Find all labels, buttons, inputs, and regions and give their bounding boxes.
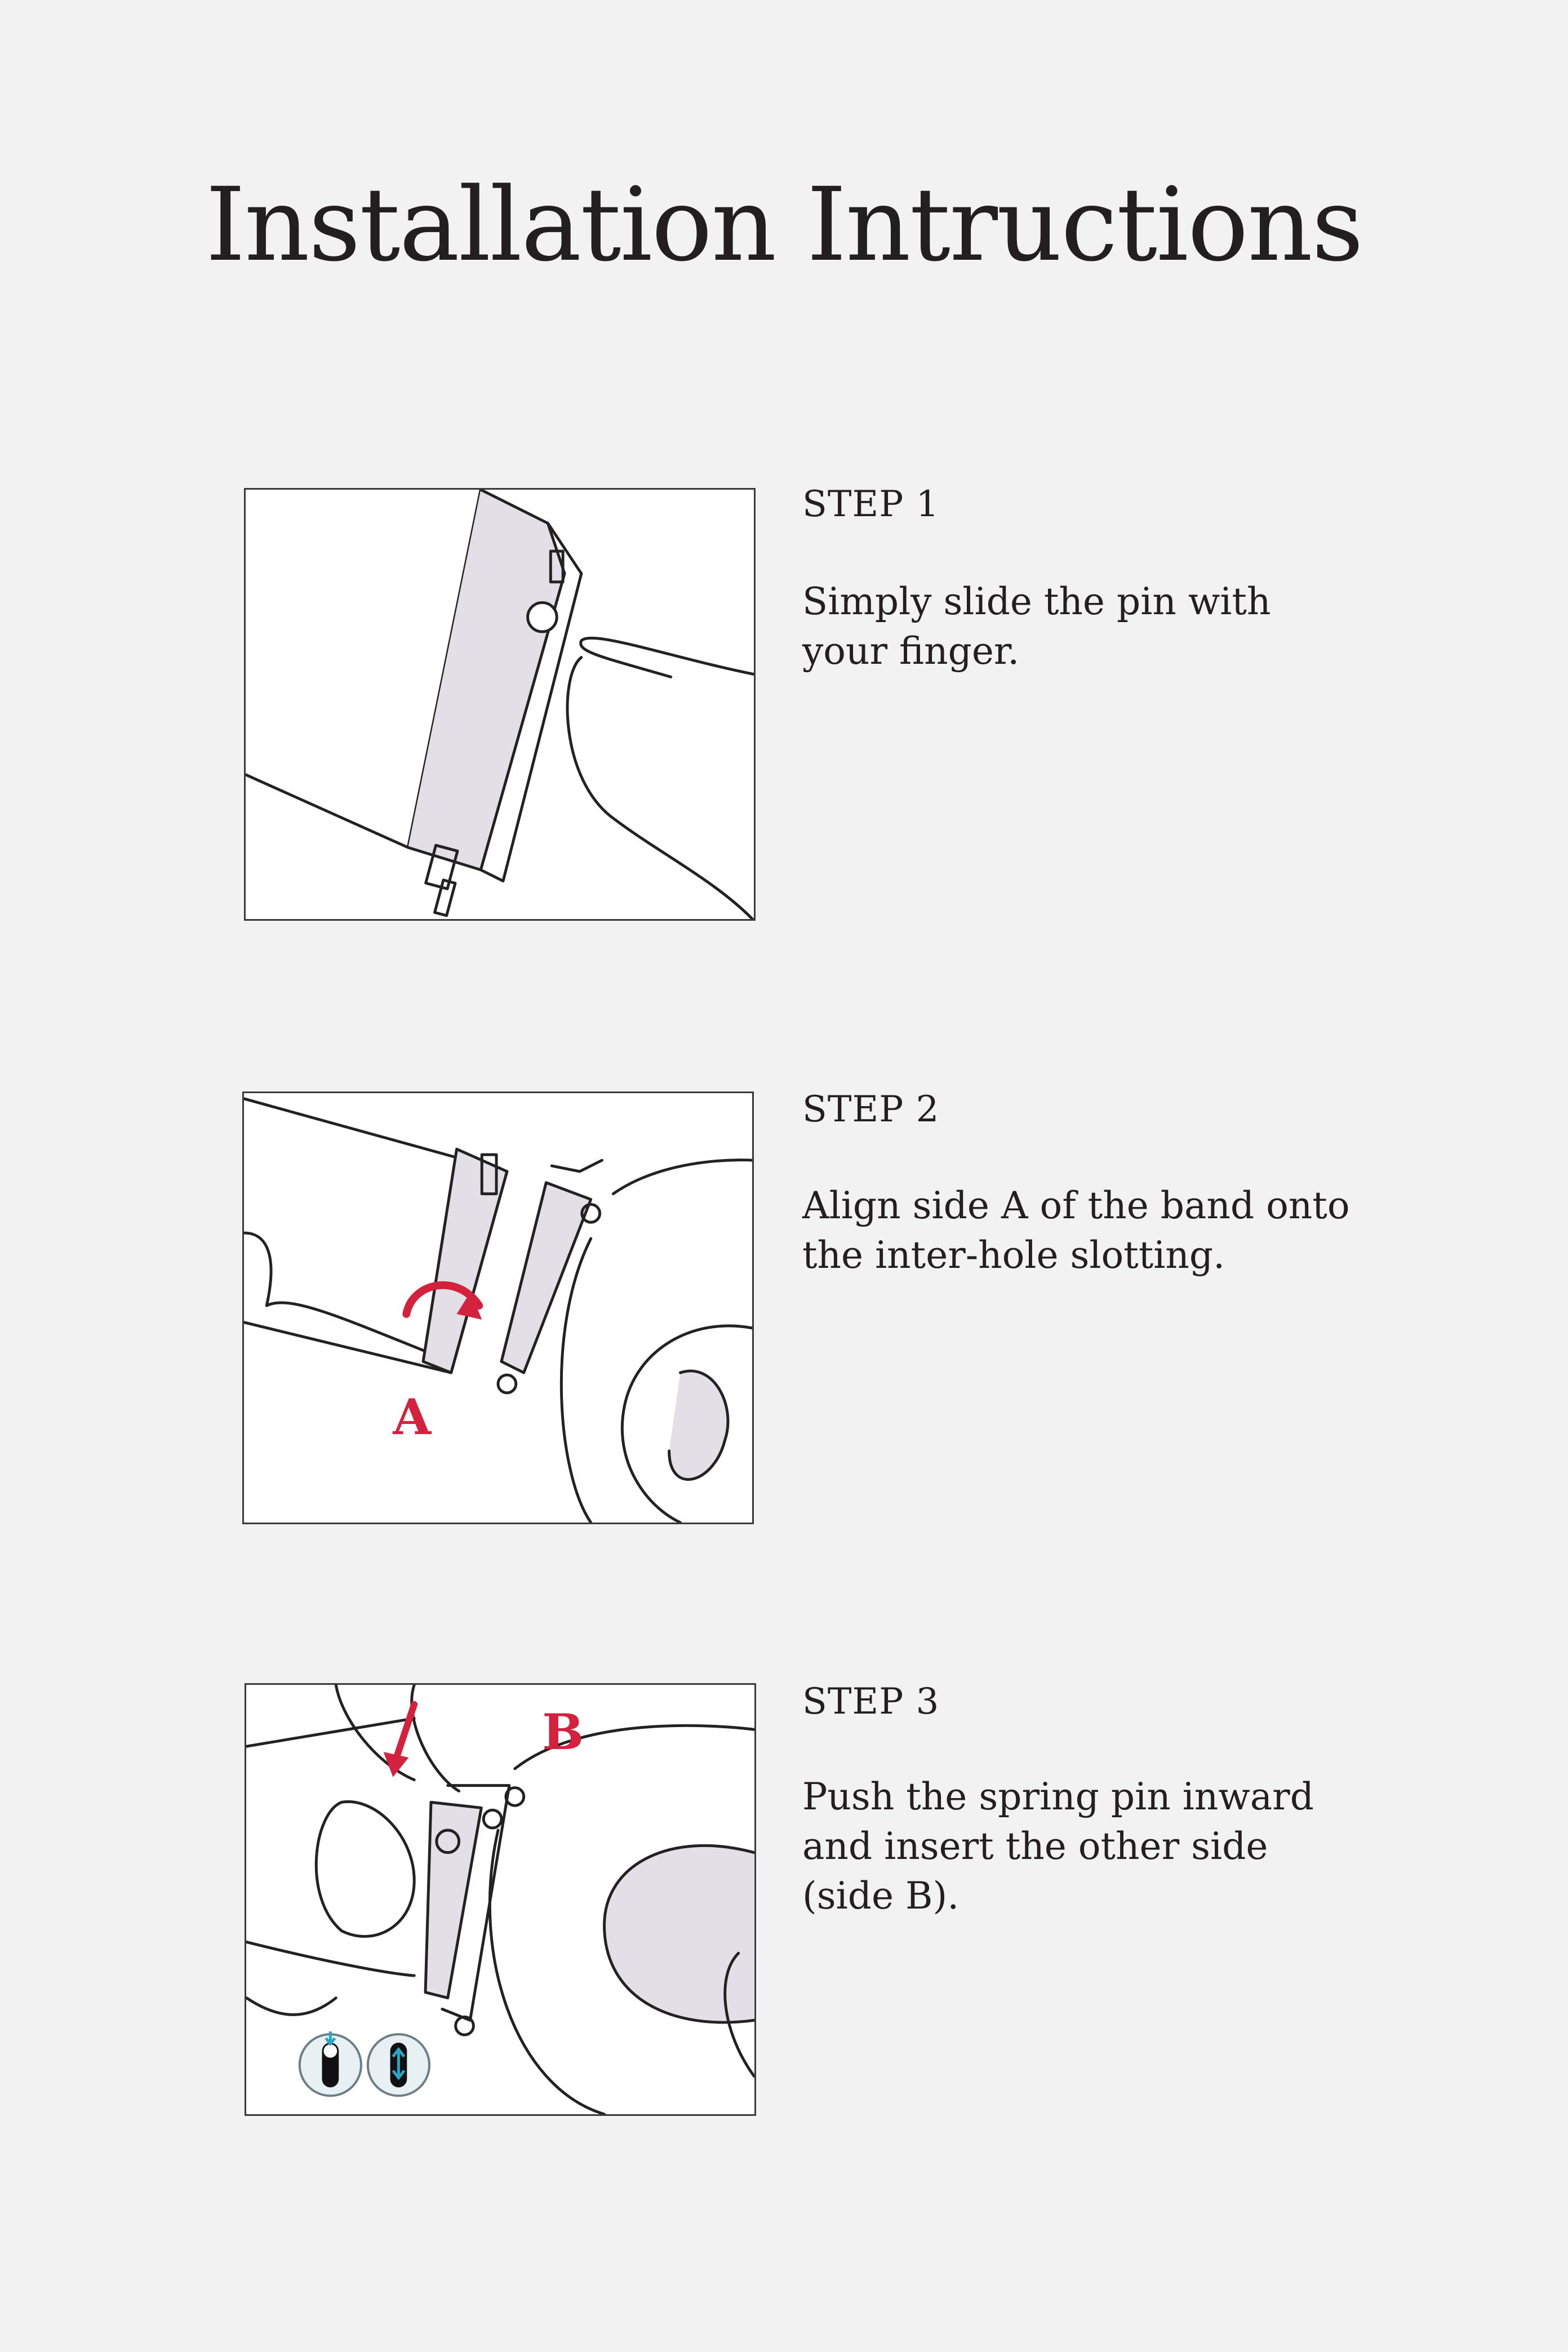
step-3-label: STEP 3 bbox=[802, 1681, 940, 1723]
marker-a: A bbox=[393, 1388, 432, 1446]
step-3-illustration bbox=[245, 1683, 756, 2116]
step-2-label: STEP 2 bbox=[802, 1089, 940, 1130]
step-2-description: Align side A of the band onto the inter-hole slotting. bbox=[802, 1184, 1350, 1277]
step-2-illustration bbox=[242, 1091, 754, 1524]
marker-b: B bbox=[542, 1703, 584, 1761]
page-title: Installation Intructions bbox=[205, 166, 1363, 284]
slide-pin-icon bbox=[246, 490, 754, 919]
toggle-hint-icons bbox=[300, 2031, 429, 2096]
step-1-illustration bbox=[244, 488, 756, 921]
align-side-a-icon bbox=[244, 1093, 752, 1523]
step-1-description: Simply slide the pin with your finger. bbox=[802, 580, 1271, 673]
step-3-description: Push the spring pin inward and insert the other side (side B). bbox=[802, 1775, 1314, 1918]
step-1-label: STEP 1 bbox=[802, 483, 940, 525]
insert-side-b-icon bbox=[246, 1685, 754, 2114]
